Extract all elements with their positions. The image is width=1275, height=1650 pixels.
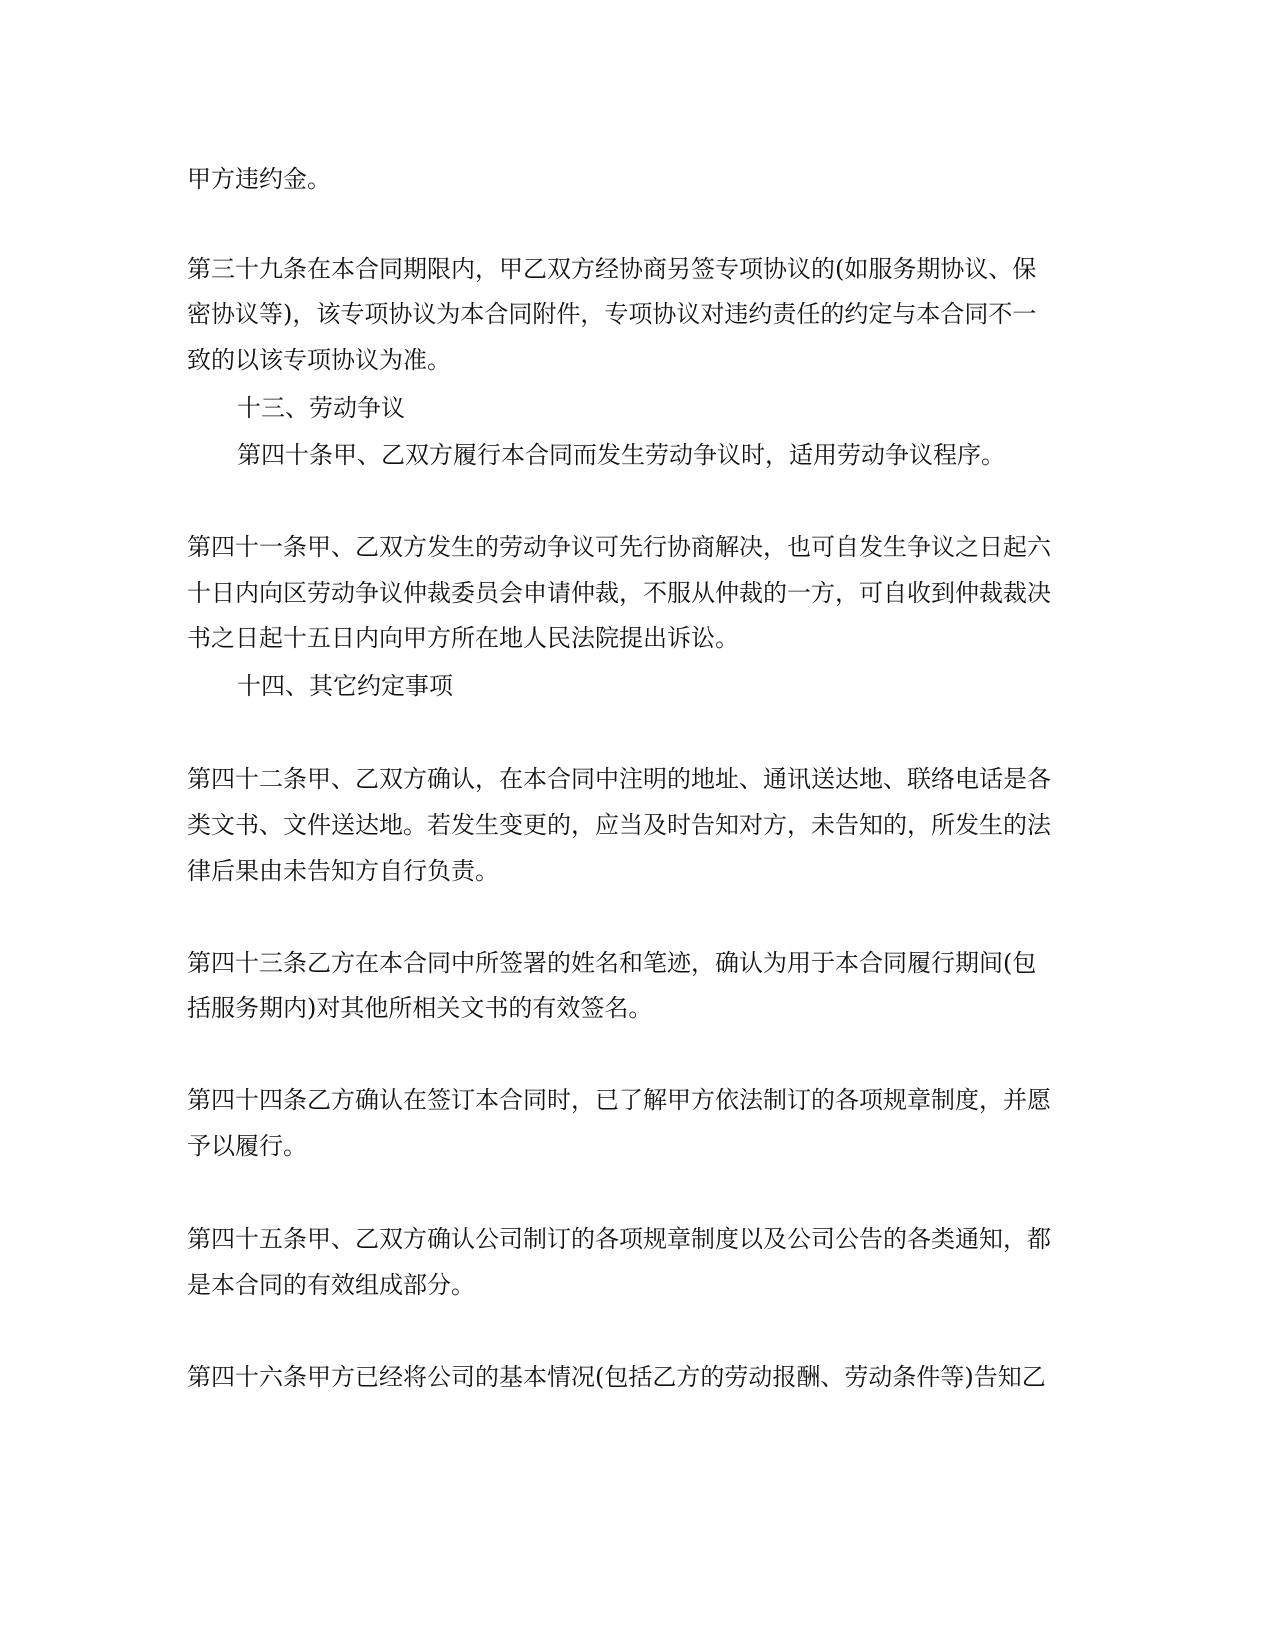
text-line: 第四十三条乙方在本合同中所签署的姓名和笔迹，确认为用于本合同履行期间(包 xyxy=(187,949,1037,977)
text-line: 类文书、文件送达地。若发生变更的，应当及时告知对方，未告知的，所发生的法 xyxy=(187,811,1051,839)
text-line: 致的以该专项协议为准。 xyxy=(187,346,451,374)
text-line: 予以履行。 xyxy=(187,1132,307,1160)
text-line: 十日内向区劳动争议仲裁委员会申请仲裁，不服从仲裁的一方，可自收到仲裁裁决 xyxy=(187,579,1051,607)
section-heading: 十三、劳动争议 xyxy=(237,394,405,422)
text-line: 第四十六条甲方已经将公司的基本情况(包括乙方的劳动报酬、劳动条件等)告知乙 xyxy=(187,1363,1046,1391)
text-line: 第四十条甲、乙双方履行本合同而发生劳动争议时，适用劳动争议程序。 xyxy=(237,441,1005,469)
text-line: 律后果由未告知方自行负责。 xyxy=(187,857,499,885)
text-line: 第四十四条乙方确认在签订本合同时，已了解甲方依法制订的各项规章制度，并愿 xyxy=(187,1086,1051,1114)
text-line: 甲方违约金。 xyxy=(187,165,331,193)
text-line: 密协议等)，该专项协议为本合同附件，专项协议对违约责任的约定与本合同不一 xyxy=(187,300,1037,328)
text-line: 括服务期内)对其他所相关文书的有效签名。 xyxy=(187,994,653,1022)
text-line: 第四十五条甲、乙双方确认公司制订的各项规章制度以及公司公告的各类通知，都 xyxy=(187,1225,1051,1253)
text-line: 第三十九条在本合同期限内，甲乙双方经协商另签专项协议的(如服务期协议、保 xyxy=(187,255,1037,283)
text-line: 第四十一条甲、乙双方发生的劳动争议可先行协商解决，也可自发生争议之日起六 xyxy=(187,533,1051,561)
section-heading: 十四、其它约定事项 xyxy=(237,672,453,700)
text-line: 书之日起十五日内向甲方所在地人民法院提出诉讼。 xyxy=(187,624,739,652)
text-line: 是本合同的有效组成部分。 xyxy=(187,1271,475,1299)
text-line: 第四十二条甲、乙双方确认，在本合同中注明的地址、通讯送达地、联络电话是各 xyxy=(187,765,1051,793)
